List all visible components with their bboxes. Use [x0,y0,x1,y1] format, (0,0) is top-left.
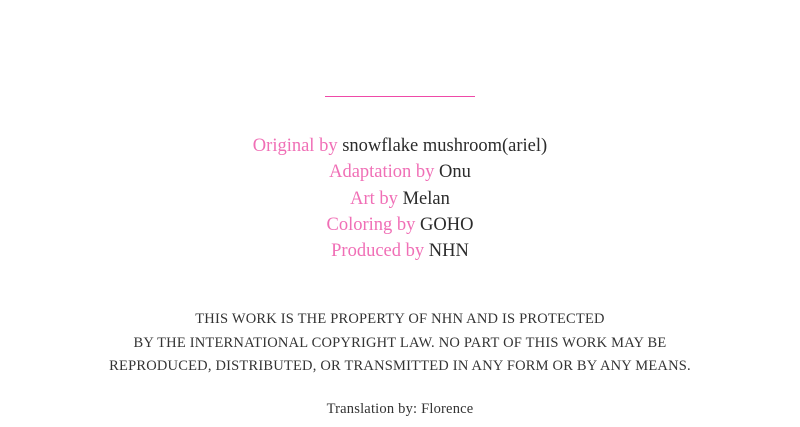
credit-line [253,186,547,212]
copyright-line: REPRODUCED, DISTRIBUTED, OR TRANSMITTED IN ANY FORM OR BY ANY MEANS. [109,358,691,375]
credits-block [253,133,547,264]
credit-role: Produced by [331,241,425,262]
credit-role: Coloring by [326,214,416,235]
credit-role: Adaptation by [329,162,435,183]
credit-role: Original by [252,136,338,156]
credit-name: snowflake mushroom(ariel) [342,136,548,156]
credit-name: Melan [402,188,450,209]
credit-line [253,238,547,264]
translation-credit: Translation by: Florence [326,400,474,417]
credit-line [253,133,547,159]
credit-line [253,159,547,185]
credit-line [253,212,547,238]
copyright-line: THIS WORK IS THE PROPERTY OF NHN AND IS PROTECTED [195,311,605,328]
credit-name: GOHO [420,214,474,235]
credit-role: Art by [350,188,398,209]
copyright-notice [109,308,691,378]
copyright-line: BY THE INTERNATIONAL COPYRIGHT LAW. NO PART OF THIS WORK MAY BE [133,334,667,351]
credit-name: NHN [428,241,469,262]
credit-name: Onu [439,162,471,183]
decorative-divider [325,96,475,97]
